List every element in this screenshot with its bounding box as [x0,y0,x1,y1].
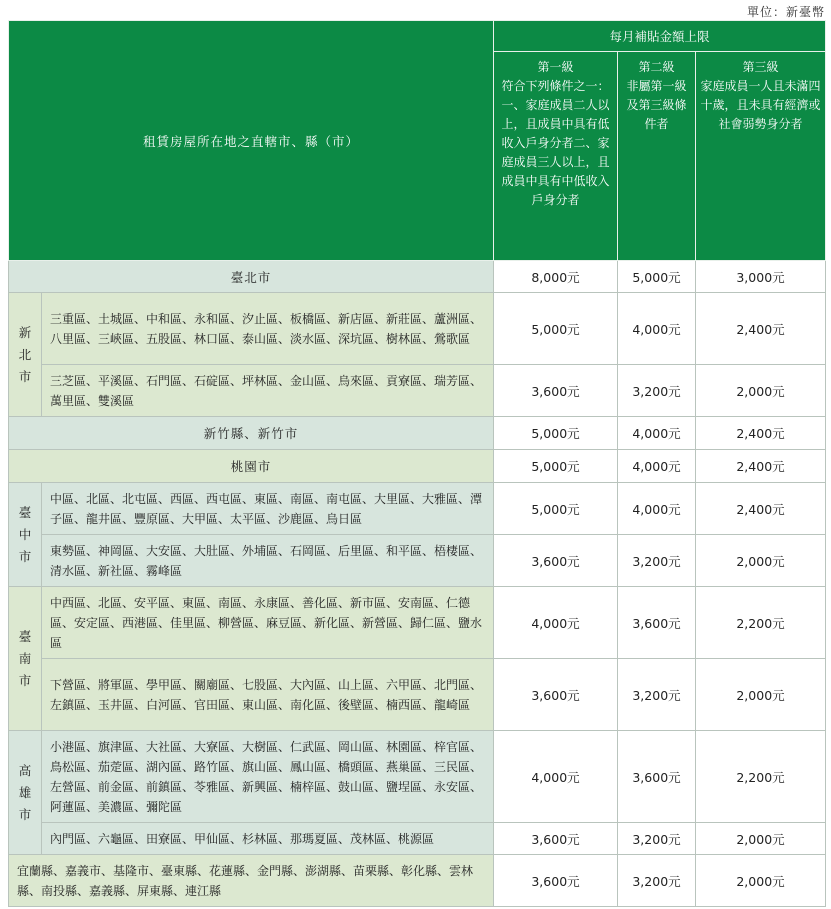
region-taoyuan: 桃園市 [9,450,494,483]
tier1-header [494,52,618,261]
location-column-header: 租賃房屋所在地之直轄市、縣（市） [9,21,494,261]
table-row [9,659,826,731]
city-char: 臺 [18,628,32,644]
city-char: 新 [18,324,32,340]
table-row [9,450,826,483]
city-char: 市 [18,806,32,822]
tier2-name: 第二級 [638,60,675,74]
table-row [9,855,826,907]
amount-tier2: 3,200元 [618,855,696,907]
amount-tier1: 5,000元 [494,450,618,483]
districts-other-counties: 宜蘭縣、嘉義市、基隆市、臺東縣、花蓮縣、金門縣、澎湖縣、苗栗縣、彰化縣、雲林縣、南投縣、嘉義縣、屏東縣、連江縣 [9,855,494,907]
districts-newtaipei-a: 三重區、土城區、中和區、永和區、汐止區、板橋區、新店區、新莊區、蘆洲區、八里區、三峽區、五股區、林口區、泰山區、淡水區、深坑區、樹林區、鶯歌區 [42,293,494,365]
amount-tier2: 3,200元 [618,823,696,855]
amount-tier2: 3,600元 [618,731,696,823]
tier1-desc: 符合下列條件之一：一、家庭成員二人以上，且成員中具有低收入戶身分者二、家庭成員三人以上，且成員中具有中低收入戶身分者 [501,79,610,207]
districts-newtaipei-b: 三芝區、平溪區、石門區、石碇區、坪林區、金山區、烏來區、貢寮區、瑞芳區、萬里區、雙溪區 [42,365,494,417]
tier3-desc: 家庭成員一人且未滿四十歲，且未具有經濟或社會弱勢身分者 [700,79,821,131]
amount-tier1: 4,000元 [494,587,618,659]
amount-tier3: 2,000元 [696,659,826,731]
tier2-desc: 非屬第一級及第三級條件者 [626,79,687,131]
districts-tainan-a: 中西區、北區、安平區、東區、南區、永康區、善化區、新市區、安南區、仁德區、安定區、西港區、佳里區、柳營區、麻豆區、新化區、新營區、歸仁區、鹽水區 [42,587,494,659]
amount-tier3: 2,000元 [696,823,826,855]
amount-tier3: 2,400元 [696,450,826,483]
amount-tier3: 2,200元 [696,587,826,659]
city-char: 北 [18,346,32,362]
amount-tier2: 4,000元 [618,293,696,365]
table-row [9,823,826,855]
city-char: 高 [18,762,32,778]
city-char: 雄 [18,784,32,800]
city-char: 市 [18,548,32,564]
table-row [9,261,826,293]
city-char: 臺 [18,504,32,520]
amount-tier3: 2,000元 [696,535,826,587]
districts-taichung-a: 中區、北區、北屯區、西區、西屯區、東區、南區、南屯區、大里區、大雅區、潭子區、龍井區、豐原區、大甲區、太平區、沙鹿區、烏日區 [42,483,494,535]
amount-tier1: 5,000元 [494,483,618,535]
rent-subsidy-table [8,20,826,907]
city-char: 市 [18,368,32,384]
amount-tier3: 2,000元 [696,855,826,907]
amount-tier1: 3,600元 [494,659,618,731]
tier2-header [618,52,696,261]
amount-tier1: 8,000元 [494,261,618,293]
amount-tier2: 3,600元 [618,587,696,659]
amount-tier1: 3,600元 [494,855,618,907]
amount-tier2: 5,000元 [618,261,696,293]
amount-tier2: 4,000元 [618,483,696,535]
city-char: 市 [18,672,32,688]
table-row [9,535,826,587]
table-row [9,365,826,417]
unit-label: 單位：新臺幣 [746,5,825,19]
districts-taichung-b: 東勢區、神岡區、大安區、大肚區、外埔區、石岡區、后里區、和平區、梧棲區、清水區、新社區、霧峰區 [42,535,494,587]
amount-tier1: 4,000元 [494,731,618,823]
table-row [9,483,826,535]
amount-tier1: 3,600元 [494,535,618,587]
city-taichung [9,483,42,587]
districts-tainan-b: 下營區、將軍區、學甲區、關廟區、七股區、大內區、山上區、六甲區、北門區、左鎮區、玉井區、白河區、官田區、東山區、南化區、後壁區、楠西區、龍崎區 [42,659,494,731]
amount-tier1: 3,600元 [494,365,618,417]
table-row [9,417,826,450]
amount-tier3: 3,000元 [696,261,826,293]
amount-tier1: 5,000元 [494,293,618,365]
amount-tier2: 3,200元 [618,659,696,731]
city-kaohsiung [9,731,42,855]
subsidy-header: 每月補貼金額上限 [494,21,826,52]
amount-tier2: 4,000元 [618,450,696,483]
amount-tier3: 2,000元 [696,365,826,417]
tier1-name: 第一級 [537,60,574,74]
amount-tier2: 3,200元 [618,365,696,417]
city-char: 南 [18,650,32,666]
districts-kaohsiung-b: 內門區、六龜區、田寮區、甲仙區、杉林區、那瑪夏區、茂林區、桃源區 [42,823,494,855]
tier3-name: 第三級 [742,60,779,74]
tier3-header [696,52,826,261]
amount-tier3: 2,400元 [696,417,826,450]
region-hsinchu: 新竹縣、新竹市 [9,417,494,450]
amount-tier2: 4,000元 [618,417,696,450]
amount-tier3: 2,400元 [696,483,826,535]
table-row [9,587,826,659]
table-row [9,293,826,365]
city-char: 中 [18,526,32,542]
table-row [9,731,826,823]
amount-tier1: 3,600元 [494,823,618,855]
amount-tier3: 2,200元 [696,731,826,823]
districts-kaohsiung-a: 小港區、旗津區、大社區、大寮區、大樹區、仁武區、岡山區、林園區、梓官區、鳥松區、茄萣區、湖內區、路竹區、旗山區、鳳山區、橋頭區、燕巢區、三民區、左營區、前金區、前鎮區、苓雅區、新興區、楠梓區、鼓山區、鹽埕區、永安區、阿蓮區、美濃區、彌陀區 [42,731,494,823]
city-tainan [9,587,42,731]
amount-tier3: 2,400元 [696,293,826,365]
region-taipei: 臺北市 [9,261,494,293]
amount-tier2: 3,200元 [618,535,696,587]
city-newtaipei [9,293,42,417]
amount-tier1: 5,000元 [494,417,618,450]
